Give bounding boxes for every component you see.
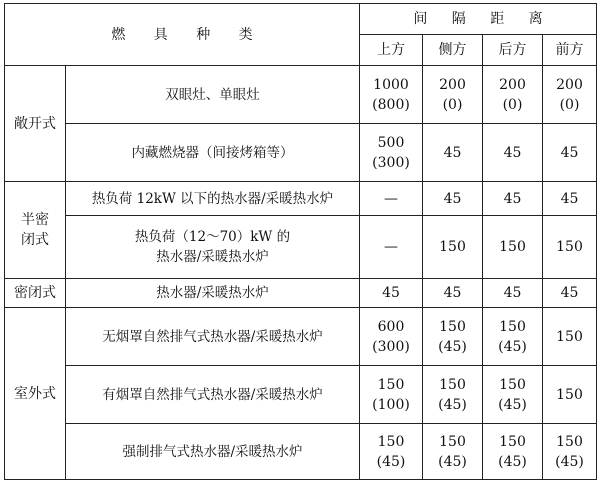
value-top: 600 (300) — [360, 308, 423, 366]
appliance-name: 双眼灶、单眼灶 — [66, 66, 360, 124]
table-row — [5, 366, 597, 424]
value-back: 150 (45) — [483, 308, 543, 366]
appliance-name: 热负荷（12～70）kW 的 热水器/采暖热水炉 — [66, 216, 360, 279]
value-back: 150 (45) — [483, 366, 543, 424]
value-top: — — [360, 216, 423, 279]
value-top: — — [360, 182, 423, 216]
value-front: 45 — [543, 124, 597, 182]
value-back: 45 — [483, 182, 543, 216]
value-side: 45 — [423, 279, 483, 308]
value-back: 200 (0) — [483, 66, 543, 124]
value-front: 45 — [543, 182, 597, 216]
appliance-name: 内藏燃烧器（间接烤箱等） — [66, 124, 360, 182]
group-label-closed: 密闭式 — [5, 279, 66, 308]
value-side: 200 (0) — [423, 66, 483, 124]
table-row — [5, 216, 597, 279]
value-side: 45 — [423, 182, 483, 216]
appliance-name: 热水器/采暖热水炉 — [66, 279, 360, 308]
value-back: 150 (45) — [483, 424, 543, 480]
appliance-type-header: 燃 具 种 类 — [5, 4, 360, 66]
appliance-spacing-table — [4, 3, 597, 480]
value-back: 45 — [483, 279, 543, 308]
value-top: 150 (100) — [360, 366, 423, 424]
group-label-semi-closed: 半密 闭式 — [5, 182, 66, 279]
table-row — [5, 66, 597, 124]
value-front: 45 — [543, 279, 597, 308]
value-side: 150 — [423, 216, 483, 279]
value-front: 150 — [543, 216, 597, 279]
value-front: 150 — [543, 366, 597, 424]
value-side: 150 (45) — [423, 366, 483, 424]
value-top: 1000 (800) — [360, 66, 423, 124]
table-row — [5, 279, 597, 308]
table-row — [5, 308, 597, 366]
header-row-1 — [5, 4, 597, 35]
appliance-name: 有烟罩自然排气式热水器/采暖热水炉 — [66, 366, 360, 424]
value-back: 45 — [483, 124, 543, 182]
group-label-open: 敞开式 — [5, 66, 66, 182]
table-row — [5, 182, 597, 216]
value-front: 150 (45) — [543, 424, 597, 480]
column-header-front: 前方 — [543, 35, 597, 66]
appliance-name: 热负荷 12kW 以下的热水器/采暖热水炉 — [66, 182, 360, 216]
value-top: 150 (45) — [360, 424, 423, 480]
appliance-name: 强制排气式热水器/采暖热水炉 — [66, 424, 360, 480]
appliance-name: 无烟罩自然排气式热水器/采暖热水炉 — [66, 308, 360, 366]
table-row — [5, 124, 597, 182]
value-back: 150 — [483, 216, 543, 279]
value-side: 150 (45) — [423, 308, 483, 366]
value-top: 45 — [360, 279, 423, 308]
column-header-side: 侧方 — [423, 35, 483, 66]
column-header-back: 后方 — [483, 35, 543, 66]
value-side: 150 (45) — [423, 424, 483, 480]
group-label-outdoor: 室外式 — [5, 308, 66, 480]
value-top: 500 (300) — [360, 124, 423, 182]
value-front: 200 (0) — [543, 66, 597, 124]
column-header-top: 上方 — [360, 35, 423, 66]
spacing-table-container — [4, 3, 597, 480]
table-row — [5, 424, 597, 480]
value-side: 45 — [423, 124, 483, 182]
spacing-header: 间 隔 距 离 — [360, 4, 597, 35]
value-front: 150 — [543, 308, 597, 366]
